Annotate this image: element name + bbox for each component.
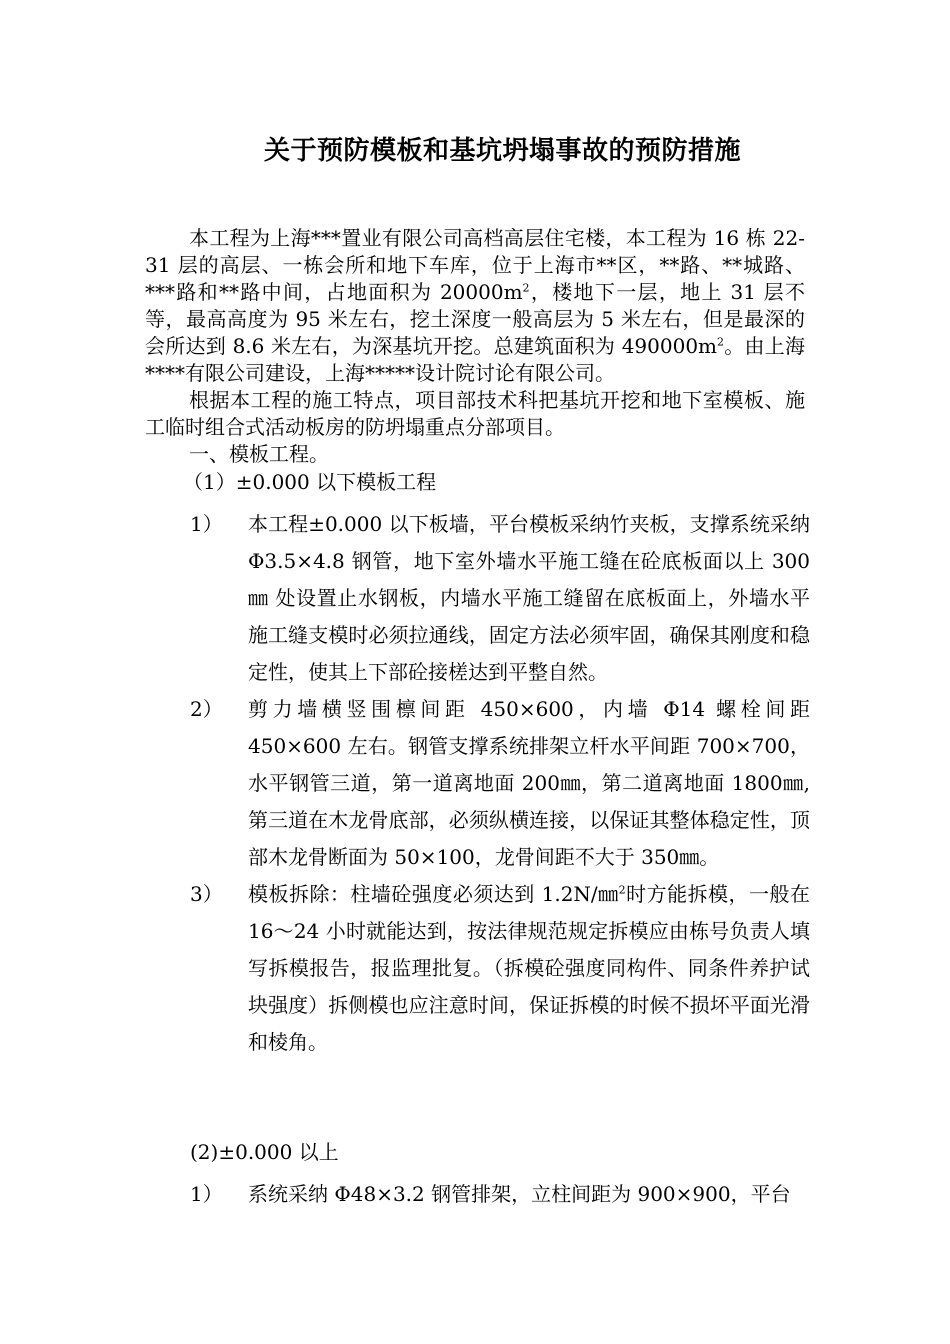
intro-text-a: 本工程为上海***置业有限公司高档高层住宅楼，本工程为 16 栋 22-31 层的高层、一栋会所和地下车库，位于上海市**区，**路、**城路、***路和**路中间，占地面积为 20000m: [145, 226, 805, 304]
item-text-b: 时方能拆模，一般在 16～24 小时就能达到，按法律规范规定拆模应由栋号负责人填写拆模报告，报监理批复。（拆模砼强度同构件、同条件养护试块强度）拆侧模也应注意时间，保证拆模的时候不损坏平面光滑和棱角。: [248, 882, 810, 1054]
list-item: [190, 1176, 810, 1213]
item-text-a: 模板拆除：柱墙砼强度必须达到 1.2N/㎜: [248, 882, 619, 906]
subsection-2-heading: (2)±0.000 以上: [190, 1140, 339, 1164]
list-item: [190, 691, 810, 876]
subsection-1-list: [190, 506, 810, 1061]
section-1-heading: 一、模板工程。: [189, 442, 329, 466]
item-number: 1）: [190, 512, 223, 536]
superscript-2: 2: [522, 281, 530, 295]
subsection-2-list: [190, 1176, 810, 1213]
item-text: [248, 876, 810, 1061]
item-text: 本工程±0.000 以下板墙，平台模板采纳竹夹板，支撑系统采纳 Φ3.5×4.8 钢管，地下室外墙水平施工缝在砼底板面以上 300㎜ 处设置止水钢板，内墙水平施工缝留在底板面上，外墙水平施工缝支模时必须拉通线，固定方法必须牢固，确保其刚度和稳定性，使其上下部砼接槎达到平整自然。: [248, 512, 810, 684]
list-item: [190, 876, 810, 1061]
list-item: [190, 506, 810, 691]
intro-text-b: ，楼地下一层，地上 31 层不等，最高高度为 95 米左右，挖土深度一般高层为 5 米左右，但是最深的会所达到 8.6 米左右，为深基坑开挖。总建筑面积为 490000m: [145, 280, 805, 358]
document-body: [145, 225, 805, 496]
subsection-1-heading: （1）±0.000 以下模板工程: [183, 470, 437, 494]
superscript-2: 2: [717, 335, 725, 349]
item-number: 2）: [190, 697, 223, 721]
intro-text-c: 。由上海****有限公司建设，上海*****设计院讨论有限公司。: [145, 334, 806, 385]
item-number: 1）: [190, 1182, 223, 1206]
intro-paragraph: [145, 225, 805, 387]
item-number: 3）: [190, 882, 223, 906]
item-text: 剪力墙横竖围檩间距 450×600，内墙 Φ14 螺栓间距 450×600 左右。钢管支撑系统排架立杆水平间距 700×700，水平钢管三道，第一道离地面 200㎜，第二道离地面 1800㎜,第三道在木龙骨底部，必须纵横连接，以保证其整体稳定性，顶部木龙骨断面为 50×100，龙骨间距不大于 350㎜。: [248, 697, 810, 869]
document-title: 关于预防模板和基坑坍塌事故的预防措施: [263, 136, 741, 166]
superscript-2: 2: [618, 883, 626, 897]
item-text: 系统采纳 Φ48×3.2 钢管排架，立柱间距为 900×900，平台: [248, 1182, 791, 1206]
paragraph-2: 根据本工程的施工特点，项目部技术科把基坑开挖和地下室模板、施工临时组合式活动板房的防坍塌重点分部项目。: [145, 388, 805, 439]
